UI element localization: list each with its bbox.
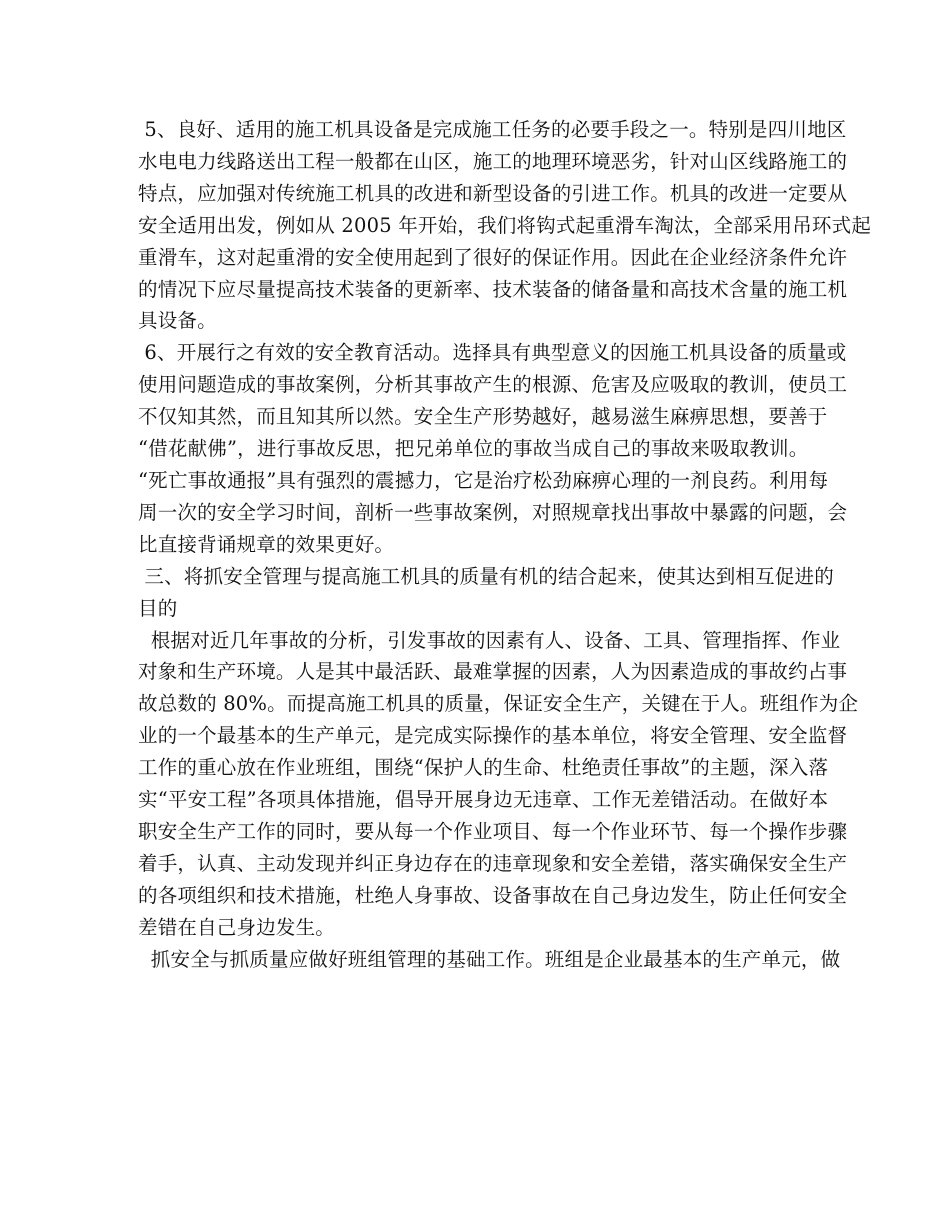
text-line: 水电电力线路送出工程一般都在山区，施工的地理环境恶劣，针对山区线路施工的 [138, 149, 848, 173]
document-body [138, 114, 872, 975]
text-line: 抓安全与抓质量应做好班组管理的基础工作。班组是企业最基本的生产单元，做 [138, 947, 841, 971]
text-line: 根据对近几年事故的分析，引发事故的因素有人、设备、工具、管理指挥、作业 [138, 628, 841, 652]
text-line: 周一次的安全学习时间，剖析一些事故案例，对照规章找出事故中暴露的问题，会 [138, 500, 848, 524]
text-line: 具设备。 [138, 309, 217, 333]
paragraph-equipment [138, 114, 872, 337]
text-line: 的各项组织和技术措施，杜绝人身事故、设备事故在自己身边发生，防止任何安全 [138, 883, 848, 907]
text-line: 着手，认真、主动发现并纠正身边存在的违章现象和安全差错，落实确保安全生产 [138, 851, 848, 875]
text-line: 6、开展行之有效的安全教育活动。选择具有典型意义的因施工机具设备的质量或 [138, 341, 847, 365]
text-line: 5、良好、适用的施工机具设备是完成施工任务的必要手段之一。特别是四川地区 [138, 118, 847, 141]
text-line: 差错在自己身边发生。 [138, 915, 336, 939]
text-line: 目的 [138, 596, 178, 620]
text-line: “死亡事故通报”具有强烈的震撼力，它是治疗松劲麻痹心理的一剂良药。利用每 [138, 468, 829, 492]
paragraph-safety-education [138, 337, 848, 560]
text-line: 使用问题造成的事故案例，分析其事故产生的根源、危害及应吸取的教训，使员工 [138, 373, 848, 397]
text-line: 安全适用出发，例如从 2005 年开始，我们将钩式起重滑车淘汰，全部采用吊环式起 [138, 213, 872, 237]
text-line: 三、将抓安全管理与提高施工机具的质量有机的结合起来，使其达到相互促进的 [138, 564, 834, 588]
text-line: 重滑车，这对起重滑的安全使用起到了很好的保证作用。因此在企业经济条件允许 [138, 245, 848, 269]
text-line: 对象和生产环境。人是其中最活跃、最难掌握的因素，人为因素造成的事故约占事 [138, 660, 848, 684]
text-line: 故总数的 80%。而提高施工机具的质量，保证安全生产，关键在于人。班组作为企 [138, 692, 859, 716]
text-line: 特点，应加强对传统施工机具的改进和新型设备的引进工作。机具的改进一定要从 [138, 181, 848, 205]
paragraph-team-management [138, 944, 841, 976]
text-line: 实“平安工程”各项具体措施，倡导开展身边无违章、工作无差错活动。在做好本 [138, 788, 829, 812]
text-line: 职安全生产工作的同时，要从每一个作业项目、每一个作业环节、每一个操作步骤 [138, 819, 848, 843]
paragraph-accident-analysis [138, 625, 859, 944]
text-line: 的情况下应尽量提高技术装备的更新率、技术装备的储备量和高技术含量的施工机 [138, 277, 848, 301]
text-line: 比直接背诵规章的效果更好。 [138, 532, 395, 556]
text-line: “借花献佛”，进行事故反思，把兄弟单位的事故当成自己的事故来吸取教训。 [138, 437, 809, 461]
text-line: 工作的重心放在作业班组，围绕“保护人的生命、杜绝责任事故”的主题，深入落 [138, 756, 829, 780]
section-heading-three [138, 561, 834, 625]
text-line: 业的一个最基本的生产单元，是完成实际操作的基本单位，将安全管理、安全监督 [138, 724, 848, 748]
text-line: 不仅知其然，而且知其所以然。安全生产形势越好，越易滋生麻痹思想，要善于 [138, 405, 828, 429]
